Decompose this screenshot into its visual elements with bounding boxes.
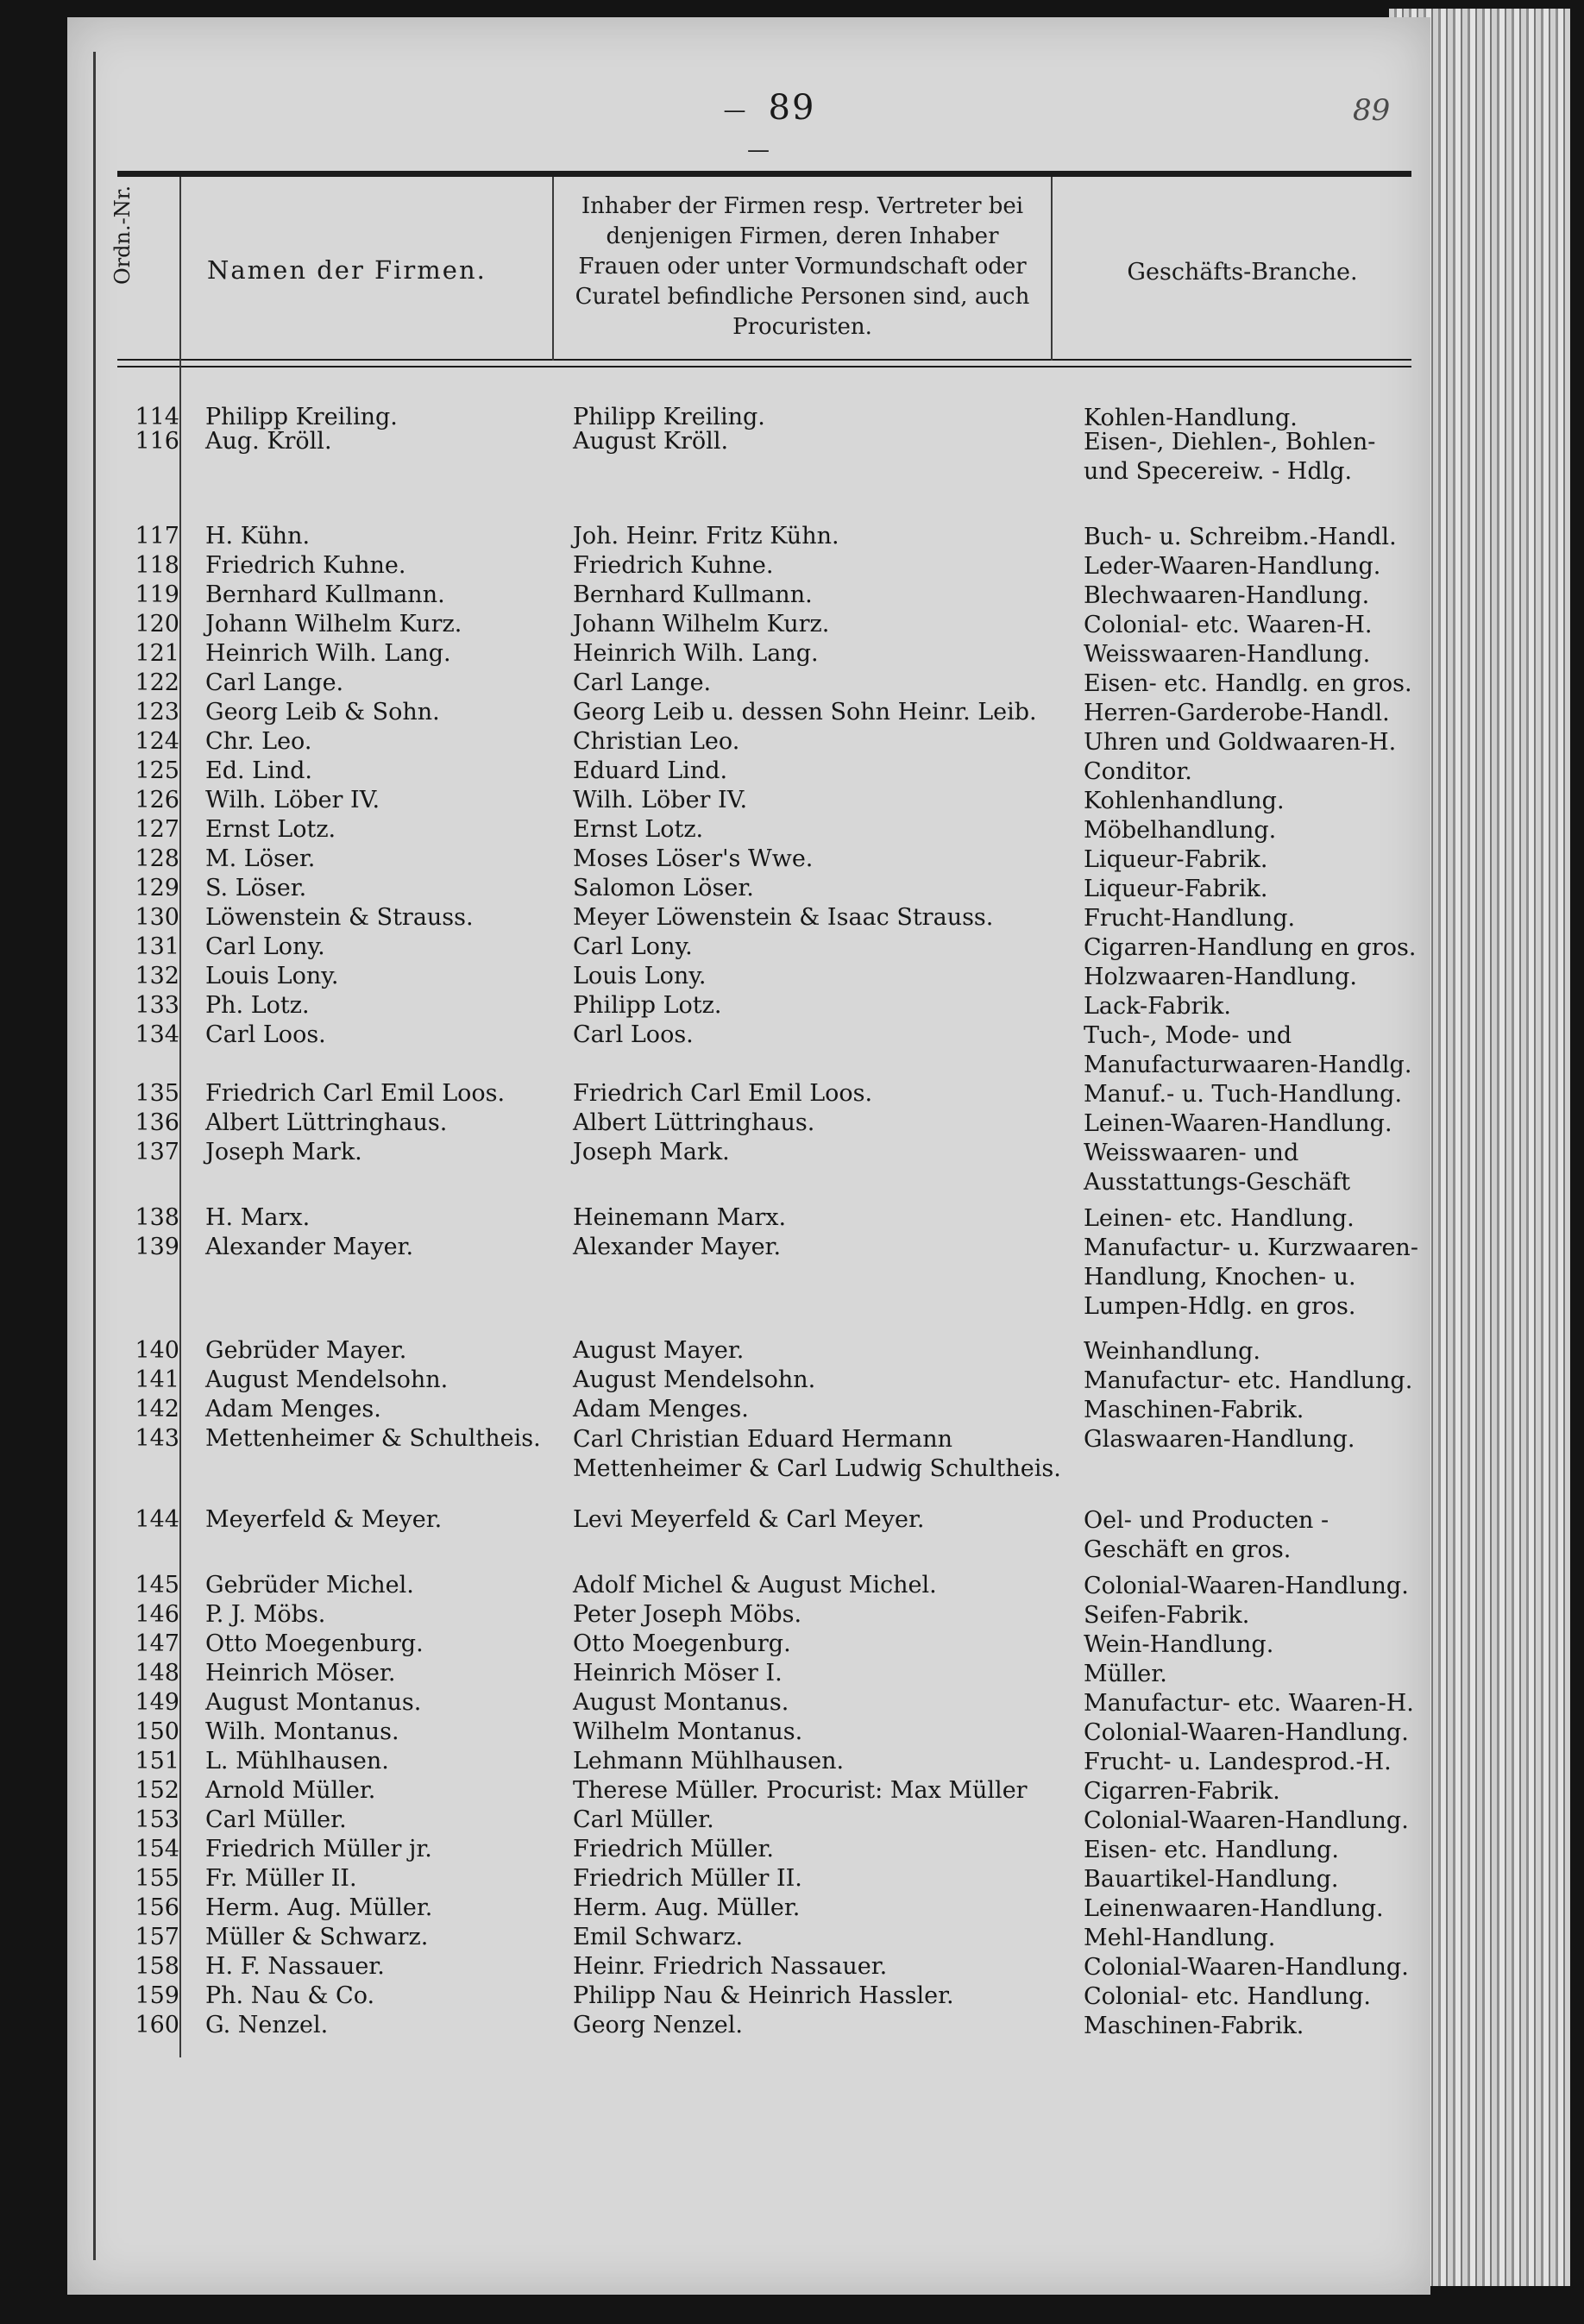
ordinal-number: 146	[135, 1601, 179, 1628]
owner-name: August Mendelsohn.	[573, 1366, 816, 1393]
owner-name: Levi Meyerfeld & Carl Meyer.	[573, 1506, 925, 1533]
business-branch: Weinhandlung.	[1084, 1338, 1260, 1365]
ordinal-number: 150	[135, 1718, 179, 1745]
ordinal-number: 153	[135, 1806, 179, 1833]
business-branch: Buch- u. Schreibm.-Handl.	[1084, 524, 1397, 550]
ordinal-number: 151	[135, 1748, 179, 1774]
firm-name: Aug. Kröll.	[205, 428, 332, 455]
ordinal-number: 152	[135, 1777, 179, 1804]
owner-name: Carl Lony.	[573, 933, 693, 960]
business-branch: Frucht-Handlung.	[1084, 905, 1296, 932]
firm-name: H. F. Nassauer.	[205, 1953, 385, 1980]
business-branch: Herren-Garderobe-Handl.	[1084, 700, 1390, 726]
business-branch: Frucht- u. Landesprod.-H.	[1084, 1749, 1392, 1775]
business-branch: Kohlenhandlung.	[1084, 788, 1285, 814]
firm-name: August Montanus.	[205, 1689, 422, 1716]
ordinal-number: 137	[135, 1139, 179, 1165]
firm-name: Georg Leib & Sohn.	[205, 699, 440, 725]
header-bottom-rule	[117, 359, 1411, 361]
firm-name: Philipp Kreiling.	[205, 404, 398, 430]
ordinal-number: 127	[135, 816, 179, 843]
firm-name: M. Löser.	[205, 845, 316, 872]
owner-name: Adam Menges.	[573, 1396, 749, 1423]
ordinal-number: 120	[135, 611, 179, 638]
firm-name: Otto Moegenburg.	[205, 1630, 424, 1657]
owner-name: Philipp Kreiling.	[573, 404, 765, 430]
firm-name: Gebrüder Michel.	[205, 1572, 414, 1599]
owner-name: Heinrich Möser I.	[573, 1660, 783, 1686]
firm-name: G. Nenzel.	[205, 2012, 329, 2038]
header-ordinal: Ordn.-Nr.	[110, 185, 135, 285]
business-branch: Kohlen-Handlung.	[1084, 405, 1298, 431]
header-bottom-rule-2	[117, 366, 1411, 367]
ordinal-number: 144	[135, 1506, 179, 1533]
ordinal-number: 125	[135, 757, 179, 784]
owner-name: Herm. Aug. Müller.	[573, 1894, 801, 1921]
ordinal-number: 123	[135, 699, 179, 725]
firm-name: Chr. Leo.	[205, 728, 312, 755]
owner-name: Bernhard Kullmann.	[573, 581, 813, 608]
ordinal-number: 159	[135, 1982, 179, 2009]
firm-name: Wilh. Löber IV.	[205, 787, 380, 813]
firm-name: Herm. Aug. Müller.	[205, 1894, 433, 1921]
ordinal-number: 158	[135, 1953, 179, 1980]
ordinal-number: 124	[135, 728, 179, 755]
owner-name: Heinr. Friedrich Nassauer.	[573, 1953, 888, 1980]
owner-name: Friedrich Müller II.	[573, 1865, 802, 1892]
ordinal-number: 154	[135, 1836, 179, 1862]
business-branch: Maschinen-Fabrik.	[1084, 2013, 1304, 2039]
handwritten-page-number: 89	[1353, 93, 1391, 128]
firm-name: Ph. Nau & Co.	[205, 1982, 375, 2009]
owner-name: Philipp Lotz.	[573, 992, 722, 1019]
page-number	[673, 88, 845, 167]
ordinal-number: 139	[135, 1234, 179, 1260]
ordinal-number: 148	[135, 1660, 179, 1686]
ordinal-number: 141	[135, 1366, 179, 1393]
business-branch: Bauartikel-Handlung.	[1084, 1866, 1339, 1893]
firm-name: Müller & Schwarz.	[205, 1924, 429, 1950]
owner-name: August Montanus.	[573, 1689, 789, 1716]
owner-name: Moses Löser's Wwe.	[573, 845, 814, 872]
firm-name: Joseph Mark.	[205, 1139, 362, 1165]
ordinal-number: 138	[135, 1204, 179, 1231]
owner-name: Wilhelm Montanus.	[573, 1718, 803, 1745]
firm-name: P. J. Möbs.	[205, 1601, 326, 1628]
dash-right: —	[747, 137, 771, 163]
owner-name: Friedrich Carl Emil Loos.	[573, 1080, 873, 1107]
business-branch: Möbelhandlung.	[1084, 817, 1277, 844]
ordinal-number: 133	[135, 992, 179, 1019]
firm-name: Friedrich Müller jr.	[205, 1836, 432, 1862]
business-branch: Cigarren-Fabrik.	[1084, 1778, 1280, 1805]
firm-name: Adam Menges.	[205, 1396, 381, 1423]
ordinal-number: 129	[135, 875, 179, 901]
business-branch: Tuch-, Mode- und Manufacturwaaren-Handlg.	[1084, 1022, 1412, 1078]
business-branch: Leinen-Waaren-Handlung.	[1084, 1110, 1392, 1137]
owner-name: August Mayer.	[573, 1337, 745, 1364]
owner-name: Carl Lange.	[573, 669, 712, 696]
firm-name: Louis Lony.	[205, 963, 339, 989]
firm-name: Ph. Lotz.	[205, 992, 310, 1019]
ordinal-number: 143	[135, 1425, 179, 1452]
firm-name: L. Mühlhausen.	[205, 1748, 389, 1774]
business-branch: Weisswaaren- und Ausstattungs-Geschäft	[1084, 1140, 1351, 1196]
ordinal-number: 117	[135, 523, 179, 550]
header-owners: Inhaber der Firmen resp. Vertreter bei denjenigen Firmen, deren Inhaber Frauen oder unter Vormundschaft oder Curatel befindliche Personen sind, auch Procuristen.	[575, 193, 1030, 340]
firm-name: S. Löser.	[205, 875, 307, 901]
business-branch: Leder-Waaren-Handlung.	[1084, 553, 1381, 580]
owner-name: Carl Müller.	[573, 1806, 714, 1833]
column-divider-owner	[1051, 177, 1053, 361]
ordinal-number: 135	[135, 1080, 179, 1107]
business-branch: Manufactur- etc. Handlung.	[1084, 1367, 1413, 1394]
owner-name: Otto Moegenburg.	[573, 1630, 791, 1657]
owner-name: August Kröll.	[573, 428, 729, 455]
ordinal-number: 140	[135, 1337, 179, 1364]
ordinal-number: 131	[135, 933, 179, 960]
business-branch: Wein-Handlung.	[1084, 1631, 1274, 1658]
owner-name: Emil Schwarz.	[573, 1924, 744, 1950]
ordinal-number: 145	[135, 1572, 179, 1599]
table-top-rule	[117, 171, 1411, 177]
owner-name: Christian Leo.	[573, 728, 740, 755]
ordinal-number: 157	[135, 1924, 179, 1950]
business-branch: Eisen-, Diehlen-, Bohlen- und Specereiw. - Hdlg.	[1084, 429, 1376, 485]
firm-name: Ernst Lotz.	[205, 816, 336, 843]
firm-name: Carl Lange.	[205, 669, 344, 696]
business-branch: Seifen-Fabrik.	[1084, 1602, 1250, 1629]
firm-name: Johann Wilhelm Kurz.	[205, 611, 462, 638]
owner-name: Carl Loos.	[573, 1021, 694, 1048]
business-branch: Colonial-Waaren-Handlung.	[1084, 1573, 1409, 1599]
business-branch: Liqueur-Fabrik.	[1084, 876, 1268, 902]
firm-name: Wilh. Montanus.	[205, 1718, 399, 1745]
firm-name: Ed. Lind.	[205, 757, 312, 784]
firm-name: Löwenstein & Strauss.	[205, 904, 474, 931]
owner-name: Adolf Michel & August Michel.	[573, 1572, 937, 1599]
owner-name: Therese Müller. Procurist: Max Müller	[573, 1777, 1028, 1804]
ordinal-number: 118	[135, 552, 179, 579]
firm-name: Bernhard Kullmann.	[205, 581, 445, 608]
ordinal-number: 149	[135, 1689, 179, 1716]
header-firm-names: Namen der Firmen.	[207, 255, 487, 285]
business-branch: Leinenwaaren-Handlung.	[1084, 1895, 1384, 1922]
owner-name: Georg Nenzel.	[573, 2012, 743, 2038]
ordinal-number: 160	[135, 2012, 179, 2038]
firm-name: H. Kühn.	[205, 523, 311, 550]
owner-name: Alexander Mayer.	[573, 1234, 782, 1260]
firm-name: Heinrich Wilh. Lang.	[205, 640, 451, 667]
owner-name: Lehmann Mühlhausen.	[573, 1748, 845, 1774]
owner-name: Carl Christian Eduard Hermann Mettenheimer & Carl Ludwig Schultheis.	[573, 1426, 1061, 1482]
owner-name: Joseph Mark.	[573, 1139, 730, 1165]
firm-name: Carl Müller.	[205, 1806, 347, 1833]
owner-name: Heinemann Marx.	[573, 1204, 787, 1231]
owner-name: Peter Joseph Möbs.	[573, 1601, 802, 1628]
ordinal-number: 126	[135, 787, 179, 813]
firm-name: Fr. Müller II.	[205, 1865, 357, 1892]
business-branch: Colonial-Waaren-Handlung.	[1084, 1807, 1409, 1834]
ordinal-number: 136	[135, 1109, 179, 1136]
business-branch: Blechwaaren-Handlung.	[1084, 582, 1370, 609]
firm-name: Arnold Müller.	[205, 1777, 376, 1804]
firm-name: Carl Lony.	[205, 933, 325, 960]
firm-name: H. Marx.	[205, 1204, 311, 1231]
firm-name: Heinrich Möser.	[205, 1660, 396, 1686]
business-branch: Conditor.	[1084, 758, 1192, 785]
firm-name: Friedrich Kuhne.	[205, 552, 406, 579]
business-branch: Mehl-Handlung.	[1084, 1925, 1276, 1951]
owner-name: Albert Lüttringhaus.	[573, 1109, 815, 1136]
business-branch: Colonial-Waaren-Handlung.	[1084, 1954, 1409, 1981]
business-branch: Liqueur-Fabrik.	[1084, 846, 1268, 873]
owner-name: Friedrich Kuhne.	[573, 552, 774, 579]
business-branch: Eisen- etc. Handlg. en gros.	[1084, 670, 1412, 697]
ordinal-number: 156	[135, 1894, 179, 1921]
business-branch: Manufactur- etc. Waaren-H.	[1084, 1690, 1414, 1717]
ordinal-number: 114	[135, 404, 179, 430]
owner-name: Friedrich Müller.	[573, 1836, 774, 1862]
business-branch: Weisswaaren-Handlung.	[1084, 641, 1371, 668]
ordinal-number: 121	[135, 640, 179, 667]
firm-name: Mettenheimer & Schultheis.	[205, 1425, 541, 1452]
owner-name: Georg Leib u. dessen Sohn Heinr. Leib.	[573, 699, 1037, 725]
firm-name: Carl Loos.	[205, 1021, 326, 1048]
owner-name: Meyer Löwenstein & Isaac Strauss.	[573, 904, 994, 931]
owner-name: Wilh. Löber IV.	[573, 787, 748, 813]
business-branch: Oel- und Producten - Geschäft en gros.	[1084, 1507, 1329, 1563]
business-branch: Colonial-Waaren-Handlung.	[1084, 1719, 1409, 1746]
owner-name: Eduard Lind.	[573, 757, 728, 784]
ordinal-number: 128	[135, 845, 179, 872]
owner-name: Johann Wilhelm Kurz.	[573, 611, 830, 638]
business-branch: Eisen- etc. Handlung.	[1084, 1837, 1339, 1863]
column-divider-firm	[552, 177, 554, 361]
owner-name: Salomon Löser.	[573, 875, 754, 901]
ordinal-number: 142	[135, 1396, 179, 1423]
ordinal-number: 130	[135, 904, 179, 931]
business-branch: Cigarren-Handlung en gros.	[1084, 934, 1417, 961]
owner-name: Heinrich Wilh. Lang.	[573, 640, 819, 667]
ordinal-number: 119	[135, 581, 179, 608]
column-divider-ordinal	[179, 177, 181, 2057]
owner-name: Philipp Nau & Heinrich Hassler.	[573, 1982, 954, 2009]
firm-name: Meyerfeld & Meyer.	[205, 1506, 443, 1533]
business-branch: Maschinen-Fabrik.	[1084, 1397, 1304, 1423]
firm-name: Alexander Mayer.	[205, 1234, 414, 1260]
business-branch: Lack-Fabrik.	[1084, 993, 1231, 1020]
business-branch: Müller.	[1084, 1661, 1167, 1687]
ordinal-number: 116	[135, 428, 179, 455]
dash-left: —	[723, 97, 748, 123]
business-branch: Manufactur- u. Kurzwaaren-Handlung, Knochen- u. Lumpen-Hdlg. en gros.	[1084, 1234, 1418, 1320]
business-branch: Holzwaaren-Handlung.	[1084, 964, 1357, 990]
business-branch: Uhren und Goldwaaren-H.	[1084, 729, 1397, 756]
business-branch: Manuf.- u. Tuch-Handlung.	[1084, 1081, 1403, 1108]
ordinal-number: 134	[135, 1021, 179, 1048]
business-branch: Leinen- etc. Handlung.	[1084, 1205, 1355, 1232]
firm-name: August Mendelsohn.	[205, 1366, 449, 1393]
ordinal-number: 122	[135, 669, 179, 696]
owner-name: Joh. Heinr. Fritz Kühn.	[573, 523, 839, 550]
business-branch: Colonial- etc. Handlung.	[1084, 1983, 1371, 2010]
business-branch: Colonial- etc. Waaren-H.	[1084, 612, 1373, 638]
header-branch: Geschäfts-Branche.	[1127, 259, 1358, 286]
ordinal-number: 155	[135, 1865, 179, 1892]
business-branch: Glaswaaren-Handlung.	[1084, 1426, 1355, 1453]
page-number-text: 89	[768, 88, 816, 128]
owner-name: Louis Lony.	[573, 963, 707, 989]
firm-name: Friedrich Carl Emil Loos.	[205, 1080, 506, 1107]
firm-name: Albert Lüttringhaus.	[205, 1109, 448, 1136]
owner-name: Ernst Lotz.	[573, 816, 704, 843]
ordinal-number: 147	[135, 1630, 179, 1657]
firm-name: Gebrüder Mayer.	[205, 1337, 407, 1364]
ordinal-number: 132	[135, 963, 179, 989]
